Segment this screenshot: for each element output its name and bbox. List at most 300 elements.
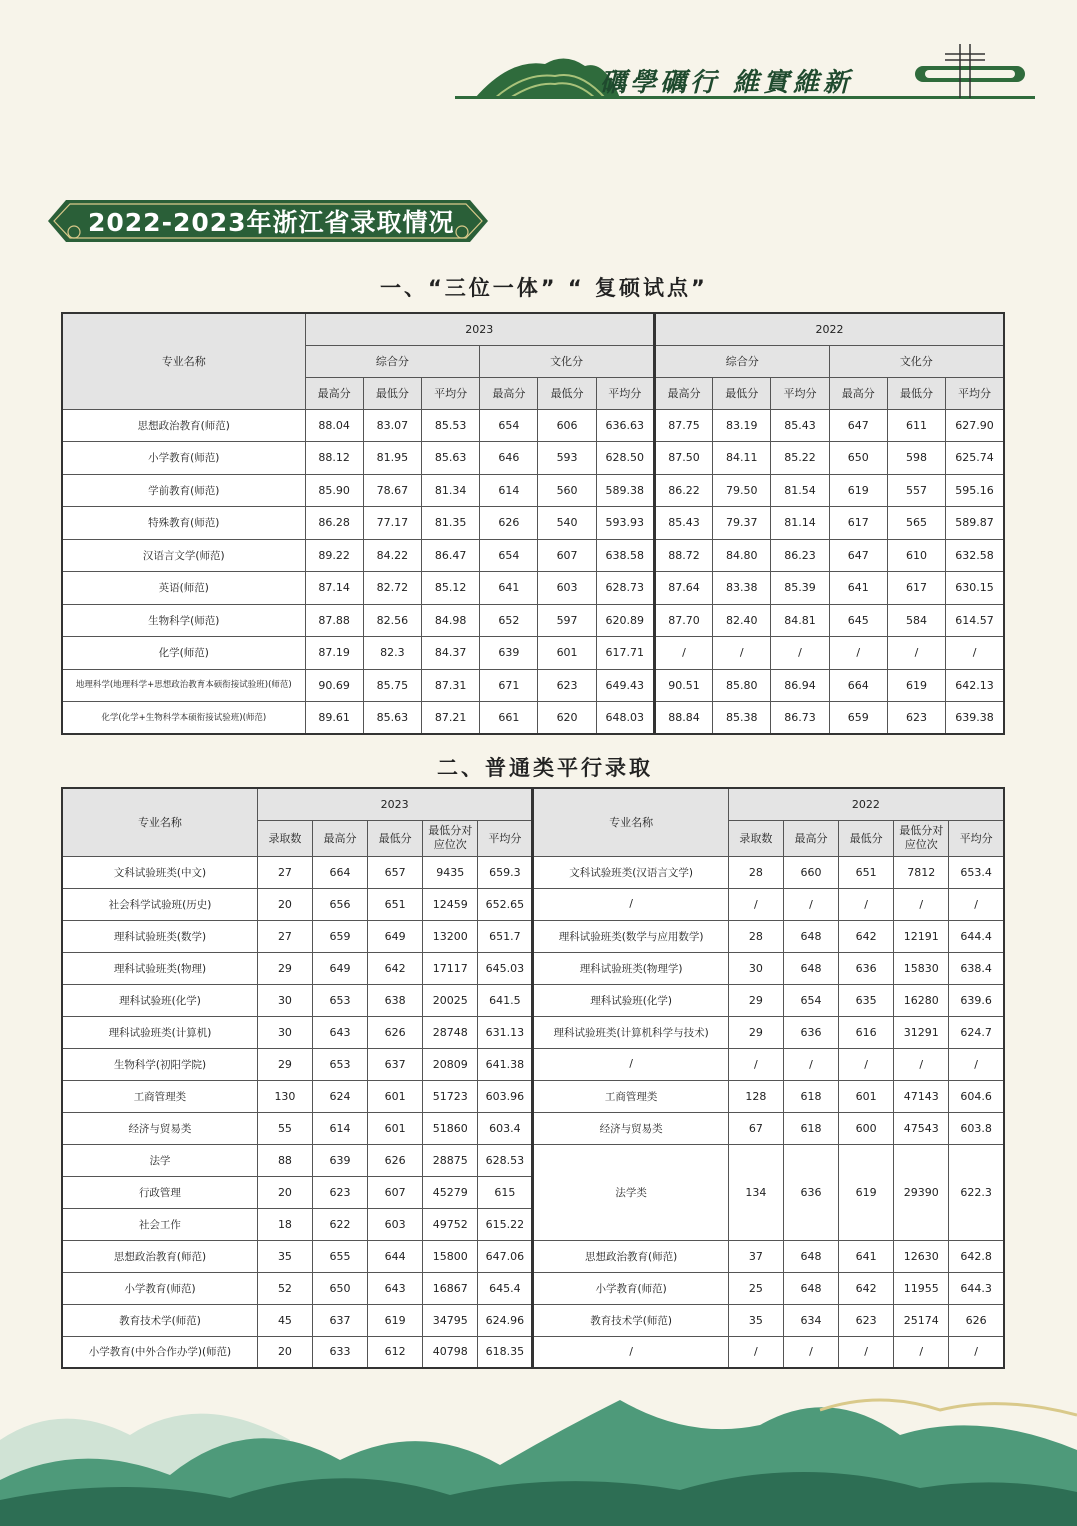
cell: 646 <box>480 442 538 475</box>
table-row <box>62 1016 1004 1048</box>
cell: 85.75 <box>363 669 421 702</box>
cell: / <box>829 637 887 670</box>
cell: 84.22 <box>363 539 421 572</box>
cell: 639 <box>313 1144 368 1176</box>
cell: / <box>654 637 712 670</box>
cell: 557 <box>887 474 945 507</box>
mountains-decoration <box>0 1380 1077 1526</box>
major-name: 社会工作 <box>62 1208 257 1240</box>
cell: 29 <box>728 1016 783 1048</box>
cell: 86.22 <box>654 474 712 507</box>
major-name: 小学教育(师范) <box>62 1272 257 1304</box>
major-name: 特殊教育(师范) <box>62 507 305 540</box>
major-name: 教育技术学(师范) <box>62 1304 257 1336</box>
cell: 644.3 <box>949 1272 1004 1304</box>
subhead-0-4: 平均分 <box>478 820 533 856</box>
cell: 648 <box>783 1272 838 1304</box>
cell: 11955 <box>894 1272 949 1304</box>
cell: 618 <box>783 1112 838 1144</box>
cell: 660 <box>783 856 838 888</box>
subhead-2-0: 最高分 <box>654 377 712 409</box>
major-name: 生物科学(初阳学院) <box>62 1048 257 1080</box>
cell: 603 <box>538 572 596 605</box>
cell: 86.47 <box>421 539 479 572</box>
subhead-2-2: 平均分 <box>771 377 829 409</box>
cell: 634 <box>783 1304 838 1336</box>
table-putong <box>61 787 1005 1369</box>
major-name: 文科试验班类(中文) <box>62 856 257 888</box>
cell: 636 <box>783 1144 838 1240</box>
cell: 617.71 <box>596 637 654 670</box>
cell: 77.17 <box>363 507 421 540</box>
cell: 30 <box>257 1016 312 1048</box>
cell: 35 <box>257 1240 312 1272</box>
cell: 664 <box>829 669 887 702</box>
cell: 618 <box>783 1080 838 1112</box>
table-row <box>62 572 1004 605</box>
cell: 28 <box>728 856 783 888</box>
cell: 90.51 <box>654 669 712 702</box>
major-name: 理科试验班类(计算机) <box>62 1016 257 1048</box>
cell: 654 <box>783 984 838 1016</box>
cell: 645 <box>829 604 887 637</box>
major-name: / <box>533 1048 728 1080</box>
cell: 612 <box>368 1336 423 1368</box>
cell: / <box>887 637 945 670</box>
table-row <box>62 1336 1004 1368</box>
cell: 86.94 <box>771 669 829 702</box>
cell: 638.4 <box>949 952 1004 984</box>
cell: 30 <box>257 984 312 1016</box>
cell: 624.96 <box>478 1304 533 1336</box>
cell: 611 <box>887 409 945 442</box>
table-row <box>62 1240 1004 1272</box>
cell: 624 <box>313 1080 368 1112</box>
major-name: 理科试验班(化学) <box>62 984 257 1016</box>
cell: 637 <box>368 1048 423 1080</box>
cell: 639.6 <box>949 984 1004 1016</box>
cell: 87.19 <box>305 637 363 670</box>
table-row <box>62 952 1004 984</box>
cell: / <box>728 888 783 920</box>
cell: / <box>894 1048 949 1080</box>
cell: 85.12 <box>421 572 479 605</box>
cell: 25 <box>728 1272 783 1304</box>
cell: 12191 <box>894 920 949 952</box>
cell: 88.72 <box>654 539 712 572</box>
cell: 603.8 <box>949 1112 1004 1144</box>
cell: 28 <box>728 920 783 952</box>
group-wenhua-2022: 文化分 <box>829 345 1004 377</box>
table-sanwei <box>61 312 1005 735</box>
major-name: 理科试验班类(物理学) <box>533 952 728 984</box>
major-name: 英语(师范) <box>62 572 305 605</box>
cell: 607 <box>538 539 596 572</box>
cell: 79.50 <box>713 474 771 507</box>
group-zonghe-2022: 综合分 <box>654 345 829 377</box>
cell: 17117 <box>423 952 478 984</box>
cell: 659 <box>313 920 368 952</box>
cell: 620 <box>538 702 596 735</box>
cell: 81.54 <box>771 474 829 507</box>
cell: 604.6 <box>949 1080 1004 1112</box>
cell: / <box>728 1048 783 1080</box>
cell: 649 <box>368 920 423 952</box>
cell: 647 <box>829 409 887 442</box>
cell: 82.72 <box>363 572 421 605</box>
cell: 617 <box>887 572 945 605</box>
cell: 623 <box>538 669 596 702</box>
cell: 643 <box>313 1016 368 1048</box>
cell: 89.61 <box>305 702 363 735</box>
major-name: 理科试验班类(数学) <box>62 920 257 952</box>
subhead-1-1: 最高分 <box>783 820 838 856</box>
cell: 12459 <box>423 888 478 920</box>
cell: 29 <box>257 1048 312 1080</box>
cell: 603 <box>368 1208 423 1240</box>
cell: 13200 <box>423 920 478 952</box>
cell: 657 <box>368 856 423 888</box>
table-row <box>62 1144 1004 1176</box>
cell: 47543 <box>894 1112 949 1144</box>
cell: 85.63 <box>363 702 421 735</box>
cell: 638 <box>368 984 423 1016</box>
cell: 653 <box>313 1048 368 1080</box>
cell: 40798 <box>423 1336 478 1368</box>
cell: 618.35 <box>478 1336 533 1368</box>
table-row <box>62 409 1004 442</box>
cell: 90.69 <box>305 669 363 702</box>
cell: 652 <box>480 604 538 637</box>
cell: 642.8 <box>949 1240 1004 1272</box>
cell: 540 <box>538 507 596 540</box>
cell: 130 <box>257 1080 312 1112</box>
major-name: 理科试验班类(计算机科学与技术) <box>533 1016 728 1048</box>
cell: 84.81 <box>771 604 829 637</box>
cell: 641 <box>829 572 887 605</box>
cell: 635 <box>839 984 894 1016</box>
cell: 636 <box>839 952 894 984</box>
cell: 87.75 <box>654 409 712 442</box>
cell: 584 <box>887 604 945 637</box>
major-name: 思想政治教育(师范) <box>533 1240 728 1272</box>
cell: 648.03 <box>596 702 654 735</box>
cell: 641 <box>839 1240 894 1272</box>
cell: 615.22 <box>478 1208 533 1240</box>
major-name: 法学类 <box>533 1144 728 1240</box>
cell: 565 <box>887 507 945 540</box>
cell: 9435 <box>423 856 478 888</box>
cell: 642 <box>839 920 894 952</box>
cell: 624.7 <box>949 1016 1004 1048</box>
cell: 641.38 <box>478 1048 533 1080</box>
subhead-0-3: 最低分对应位次 <box>423 820 478 856</box>
cell: 610 <box>887 539 945 572</box>
cell: 20 <box>257 888 312 920</box>
cell: / <box>783 888 838 920</box>
cell: 647.06 <box>478 1240 533 1272</box>
cell: 87.64 <box>654 572 712 605</box>
cell: 49752 <box>423 1208 478 1240</box>
cell: 31291 <box>894 1016 949 1048</box>
cell: 16867 <box>423 1272 478 1304</box>
subhead-3-0: 最高分 <box>829 377 887 409</box>
cell: 644 <box>368 1240 423 1272</box>
cell: 656 <box>313 888 368 920</box>
cell: 641 <box>480 572 538 605</box>
subhead-0-2: 最低分 <box>368 820 423 856</box>
cell: 16280 <box>894 984 949 1016</box>
cell: 134 <box>728 1144 783 1240</box>
cell: 625.74 <box>946 442 1004 475</box>
cell: 88 <box>257 1144 312 1176</box>
cell: 79.37 <box>713 507 771 540</box>
cell: 623 <box>887 702 945 735</box>
cell: 649.43 <box>596 669 654 702</box>
cell: 89.22 <box>305 539 363 572</box>
table-row <box>62 702 1004 735</box>
cell: 601 <box>368 1112 423 1144</box>
cell: 600 <box>839 1112 894 1144</box>
major-name: 汉语言文学(师范) <box>62 539 305 572</box>
cell: 81.14 <box>771 507 829 540</box>
cell: 589.87 <box>946 507 1004 540</box>
cell: 83.38 <box>713 572 771 605</box>
cell: 25174 <box>894 1304 949 1336</box>
cell: 45279 <box>423 1176 478 1208</box>
cell: 589.38 <box>596 474 654 507</box>
cell: 614 <box>480 474 538 507</box>
cell: 631.13 <box>478 1016 533 1048</box>
cell: 20 <box>257 1176 312 1208</box>
cell: 15800 <box>423 1240 478 1272</box>
major-name: 小学教育(中外合作办学)(师范) <box>62 1336 257 1368</box>
major-name: 理科试验班类(物理) <box>62 952 257 984</box>
cell: / <box>783 1336 838 1368</box>
cell: 598 <box>887 442 945 475</box>
cell: 83.19 <box>713 409 771 442</box>
cell: / <box>771 637 829 670</box>
table-row <box>62 604 1004 637</box>
cell: 82.40 <box>713 604 771 637</box>
major-name: 学前教育(师范) <box>62 474 305 507</box>
cell: 18 <box>257 1208 312 1240</box>
subhead-0-0: 最高分 <box>305 377 363 409</box>
table-row <box>62 920 1004 952</box>
cell: / <box>894 888 949 920</box>
subhead-2-1: 最低分 <box>713 377 771 409</box>
major-name: 化学(师范) <box>62 637 305 670</box>
cell: 35 <box>728 1304 783 1336</box>
major-name: 化学(化学+生物科学本硕衔接试验班)(师范) <box>62 702 305 735</box>
cell: / <box>894 1336 949 1368</box>
cell: 636 <box>783 1016 838 1048</box>
cell: 85.53 <box>421 409 479 442</box>
table-row <box>62 442 1004 475</box>
cell: 638.58 <box>596 539 654 572</box>
cell: 51723 <box>423 1080 478 1112</box>
cell: 648 <box>783 1240 838 1272</box>
cell: 617 <box>829 507 887 540</box>
cell: 619 <box>839 1144 894 1240</box>
subhead-0-2: 平均分 <box>421 377 479 409</box>
major-name: / <box>533 888 728 920</box>
table-row <box>62 888 1004 920</box>
cell: 614.57 <box>946 604 1004 637</box>
cell: 88.04 <box>305 409 363 442</box>
table-row <box>62 669 1004 702</box>
cell: 607 <box>368 1176 423 1208</box>
cell: / <box>728 1336 783 1368</box>
cell: 87.70 <box>654 604 712 637</box>
cell: 606 <box>538 409 596 442</box>
cell: 12630 <box>894 1240 949 1272</box>
motto: 礪學礪行 維實維新 <box>600 68 854 98</box>
cell: 653 <box>313 984 368 1016</box>
cell: 616 <box>839 1016 894 1048</box>
table-row <box>62 1112 1004 1144</box>
cell: 655 <box>313 1240 368 1272</box>
cell: 87.50 <box>654 442 712 475</box>
cell: / <box>839 888 894 920</box>
col-major: 专业名称 <box>62 313 305 409</box>
year-2023: 2023 <box>257 788 533 820</box>
cell: 85.43 <box>771 409 829 442</box>
cell: / <box>713 637 771 670</box>
cell: 87.14 <box>305 572 363 605</box>
subhead-0-1: 最低分 <box>363 377 421 409</box>
subhead-1-4: 平均分 <box>949 820 1004 856</box>
cell: 653.4 <box>949 856 1004 888</box>
cell: 30 <box>728 952 783 984</box>
section1-heading: 一、“三位一体” “ 复硕试点” <box>380 276 708 300</box>
cell: 20 <box>257 1336 312 1368</box>
cell: 637 <box>313 1304 368 1336</box>
subhead-1-2: 平均分 <box>596 377 654 409</box>
table-row <box>62 1048 1004 1080</box>
subhead-1-0: 最高分 <box>480 377 538 409</box>
major-name: 工商管理类 <box>62 1080 257 1112</box>
cell: 85.63 <box>421 442 479 475</box>
cell: 626 <box>368 1016 423 1048</box>
major-name: 思想政治教育(师范) <box>62 409 305 442</box>
cell: 597 <box>538 604 596 637</box>
cell: 603.4 <box>478 1112 533 1144</box>
subhead-0-0: 录取数 <box>257 820 312 856</box>
major-name: 工商管理类 <box>533 1080 728 1112</box>
year-2022: 2022 <box>654 313 1004 345</box>
cell: / <box>839 1336 894 1368</box>
page-title: 2022-2023年浙江省录取情况 <box>88 208 455 237</box>
cell: / <box>946 637 1004 670</box>
cell: 20025 <box>423 984 478 1016</box>
major-name: 经济与贸易类 <box>62 1112 257 1144</box>
cell: 659.3 <box>478 856 533 888</box>
table-row <box>62 539 1004 572</box>
cell: 645.4 <box>478 1272 533 1304</box>
cell: 627.90 <box>946 409 1004 442</box>
cell: 650 <box>829 442 887 475</box>
cell: 654 <box>480 409 538 442</box>
major-name: 教育技术学(师范) <box>533 1304 728 1336</box>
cell: 86.28 <box>305 507 363 540</box>
table-row <box>62 507 1004 540</box>
cell: 636.63 <box>596 409 654 442</box>
cell: 619 <box>368 1304 423 1336</box>
cell: 614 <box>313 1112 368 1144</box>
cell: 85.39 <box>771 572 829 605</box>
cell: 78.67 <box>363 474 421 507</box>
major-name: 理科试验班类(数学与应用数学) <box>533 920 728 952</box>
cell: 67 <box>728 1112 783 1144</box>
cell: 644.4 <box>949 920 1004 952</box>
major-name: 文科试验班类(汉语言文学) <box>533 856 728 888</box>
cell: 645.03 <box>478 952 533 984</box>
cell: 651 <box>368 888 423 920</box>
cell: 626 <box>480 507 538 540</box>
cell: 85.90 <box>305 474 363 507</box>
major-name: 生物科学(师范) <box>62 604 305 637</box>
cell: 20809 <box>423 1048 478 1080</box>
subhead-1-1: 最低分 <box>538 377 596 409</box>
cell: 601 <box>538 637 596 670</box>
subhead-3-2: 平均分 <box>946 377 1004 409</box>
col-major-2023: 专业名称 <box>62 788 257 856</box>
cell: / <box>949 1048 1004 1080</box>
cell: 628.50 <box>596 442 654 475</box>
major-name: 思想政治教育(师范) <box>62 1240 257 1272</box>
group-wenhua-2023: 文化分 <box>480 345 655 377</box>
cell: 643 <box>368 1272 423 1304</box>
cell: 87.31 <box>421 669 479 702</box>
cell: 85.80 <box>713 669 771 702</box>
cell: 642 <box>368 952 423 984</box>
cell: 29390 <box>894 1144 949 1240</box>
cell: / <box>783 1048 838 1080</box>
cell: 649 <box>313 952 368 984</box>
cell: 641.5 <box>478 984 533 1016</box>
table-row <box>62 1080 1004 1112</box>
cell: 648 <box>783 920 838 952</box>
cell: 7812 <box>894 856 949 888</box>
cell: 593 <box>538 442 596 475</box>
cell: 29 <box>257 952 312 984</box>
subhead-3-1: 最低分 <box>887 377 945 409</box>
cell: 595.16 <box>946 474 1004 507</box>
cell: 85.43 <box>654 507 712 540</box>
year-2022: 2022 <box>728 788 1004 820</box>
group-zonghe-2023: 综合分 <box>305 345 480 377</box>
cell: 654 <box>480 539 538 572</box>
cell: 651.7 <box>478 920 533 952</box>
cell: 37 <box>728 1240 783 1272</box>
cell: 648 <box>783 952 838 984</box>
major-name: 小学教育(师范) <box>533 1272 728 1304</box>
cell: 632.58 <box>946 539 1004 572</box>
cell: 664 <box>313 856 368 888</box>
cell: 622 <box>313 1208 368 1240</box>
cell: 82.56 <box>363 604 421 637</box>
cell: 652.65 <box>478 888 533 920</box>
cell: 128 <box>728 1080 783 1112</box>
cell: 28875 <box>423 1144 478 1176</box>
cell: 661 <box>480 702 538 735</box>
table-row <box>62 637 1004 670</box>
cell: 620.89 <box>596 604 654 637</box>
cell: 52 <box>257 1272 312 1304</box>
cell: 84.37 <box>421 637 479 670</box>
cell: 639 <box>480 637 538 670</box>
